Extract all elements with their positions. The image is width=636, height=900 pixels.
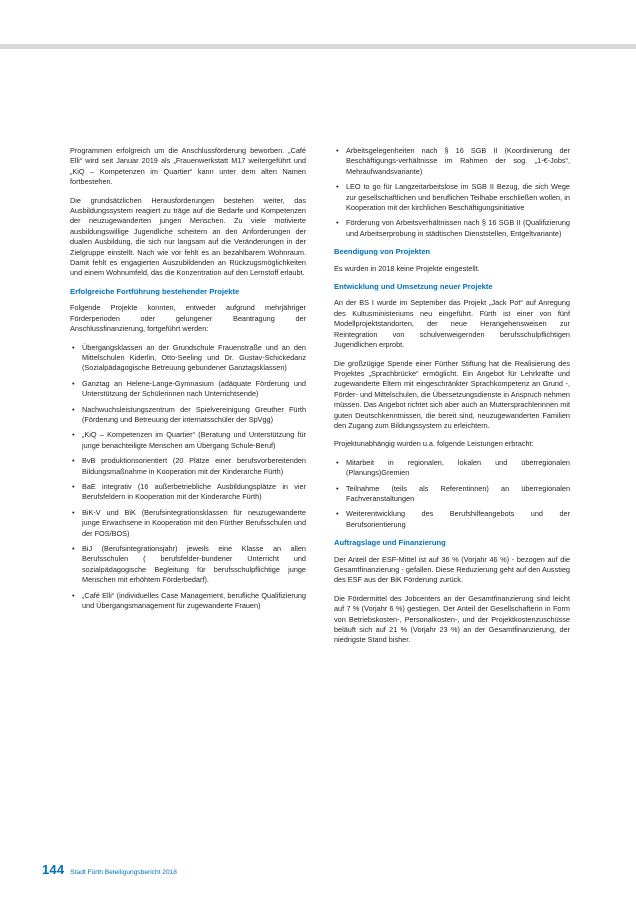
paragraph: Der Anteil der ESF-Mittel ist auf 36 % (Vorjahr 46 %) - bezogen auf die Gesamtfinanzierung - gefallen. Diese Reduzierung geht auf den Ausstieg des ESF aus der BiK Förderung zurück. [334, 554, 570, 585]
paragraph: Projektunabhängig wurden u.a. folgende Leistungen erbracht: [334, 439, 534, 449]
list-item: • BaE integrativ (16 außerbetriebliche Ausbildungsplätze in vier Berufsfeldern in Kooperation mit der Kinderarche Fürth) [70, 482, 306, 503]
footer-label: Stadt Fürth Beteiligungsbericht 2018 [70, 869, 177, 876]
list-item: • BiJ (Berufsintegrationsjahr) jeweils eine Klasse an allen Berufsschulen ( berufsfelder-bundener Unterricht und sozialpädagogische Begleitung für berufsschulpflichtige junge Menschen mit erhöhtem Förderbedarf). [70, 544, 306, 586]
list-item: • Übergangsklassen an der Grundschule Frauenstraße und an den Mittelschulen Kiderlin, Otto-Seeling und Dr. Gustav-Schickedanz (Sozialpädagogische Betreuung gebundener Ganztagsklassen) [70, 343, 306, 374]
list-item: • Mitarbeit in regionalen, lokalen und überregionalen (Planungs)Gremien [334, 458, 570, 479]
header-rule [0, 44, 636, 49]
services-list [334, 458, 570, 530]
measures-list [334, 146, 570, 239]
paragraph: Die großzügige Spende einer Fürther Stiftung hat die Realisierung des Projektes „Sprachbrücke“ ermöglicht. Ein Angebot für Lehrkräfte und zugewanderte Eltern mit eingeschränkter Sprachkompetenz an Grund -, Förder- und Mittelschulen, die Übersetzungsdienste in Anspruch nehmen müssen. Das Angebot richtet sich aber auch an Muttersprachlerinnen mit guten Deutschkenntnissen, die bereit sind, neuzugewanderten Familien den Zugang zum Bildungssystem zu erleichtern. [334, 358, 570, 430]
section-heading: Erfolgreiche Fortführung bestehender Projekte [70, 286, 240, 296]
left-column [70, 146, 306, 654]
list-item: • „Café Elli“ (individuelles Case Management, berufliche Qualifizierung und Übergangsmanagement für zugewanderte Frauen) [70, 591, 306, 612]
right-column [334, 146, 570, 654]
list-item: • Nachwuchsleistungszentrum der Spielvereinigung Greuther Fürth (Förderung und Betreuung der internatsschüler der SpVgg) [70, 405, 306, 426]
section-heading: Entwicklung und Umsetzung neuer Projekte [334, 282, 493, 292]
list-item: • LEO to go für Langzeitarbeitslose im SGB II Bezug, die sich Wege zur gesellschaftlichen und beruflichen Teilhabe erschließen wollen, in Kooperation mit der kirchlichen Beschäftigungsinitiative [334, 182, 570, 213]
paragraph: Die Fördermittel des Jobcenters an der Gesamtfinanzierung sind leicht auf 7 % (Vorjahr 6 %) gestiegen. Der Anteil der Gesellschafterin in Form von Betriebskosten-, Personalkosten-, und der Projektkostenzuschüsse beläuft sich auf 21 % (Vorjahr 23 %) an der Gesamtfinanzierung, der niedrigste Stand bisher. [334, 593, 570, 645]
list-item: • Weiterentwicklung des Berufshilfeangebots und der Berufsorientierung [334, 509, 570, 530]
paragraph: Es wurden in 2018 keine Projekte eingestellt. [334, 263, 480, 273]
project-list [70, 343, 306, 612]
paragraph: Programmen erfolgreich um die Anschlussförderung beworben. „Café Elli“ wird seit Januar 2019 als „Frauenwerkstatt M17 weitergeführt und „KiQ – Kompetenzen im Quartier“ kann unter dem alten Namen fortbestehen. [70, 146, 306, 187]
paragraph: An der BS I wurde im September das Projekt „Jack Pot“ auf Anregung des Kultusministeriums neu eingeführt. Fürth ist einer von fünf Modellprojektstandorten, der neue Herangehensweisen zur Reintegration von schulverweigernden berufsschulpflichtigen Jugendlichen erprobt. [334, 298, 570, 350]
list-item: • Ganztag an Helene-Lange-Gymnasium (adäquate Förderung und Unterstützung der Schülerinnen nach Unterrichtsende) [70, 379, 306, 400]
list-item: • Förderung von Arbeitsverhältnissen nach § 16 SGB II (Qualifizierung und Arbeitserprobung in städtischen Dienststellen, Entgeltvariante) [334, 218, 570, 239]
list-item: • BvB produktionsorientiert (20 Plätze einer berufsvorbereitenden Bildungsmaßnahme in Kooperation mit der Kinderarche Fürth) [70, 456, 306, 477]
page-number: 144 [42, 862, 65, 877]
list-item: • Teilnahme (teils als Referentinnen) an überregionalen Fachveranstaltungen [334, 484, 570, 505]
two-column-body [70, 146, 570, 654]
section-heading: Beendigung von Projekten [334, 247, 431, 257]
paragraph: Die grundsätzlichen Herausforderungen bestehen weiter, das Ausbildungssystem reagiert zu träge auf die Bedarfe und Kompetenzen der neuzugewanderten jungen Menschen. Zu viele motivierte ausbildungswillige Jugendliche scheitern an den Anforderungen der dualen Ausbildung, die sich nur langsam auf die Veränderungen in der Zielgruppe einstellt. Nach wie vor fehlt es an bezahlbarem Wohnraum. Damit fehlt es engagierten Auszubildenden an Rückzugsmöglichkeiten und einem Wohnumfeld, das die Konzentration auf den Lernstoff erlaubt. [70, 195, 306, 278]
list-item: • „KiQ – Kompetenzen im Quartier“ (Beratung und Unterstützung für junge benachteiligte Menschen am Übergang Schule-Beruf) [70, 430, 306, 451]
page-footer [42, 862, 177, 877]
paragraph: Folgende Projekte konnten, entweder aufgrund mehrjähriger Förderperioden oder gelungener Beantragung der Anschlussfinanzierung, fortgeführt werden: [70, 303, 306, 334]
list-item: • Arbeitsgelegenheiten nach § 16 SGB II (Koordinierung der Beschäftigungs-verhältnisse im Rahmen der sog. „1-€-Jobs“, Mehraufwandsvariante) [334, 146, 570, 177]
list-item: • BiK-V und BiK (Berufsintegrationsklassen für neuzugewanderte junge Erwachsene in Kooperation mit den Fürther Berufsschulen und der FOS/BOS) [70, 508, 306, 539]
section-heading: Auftragslage und Finanzierung [334, 538, 446, 548]
